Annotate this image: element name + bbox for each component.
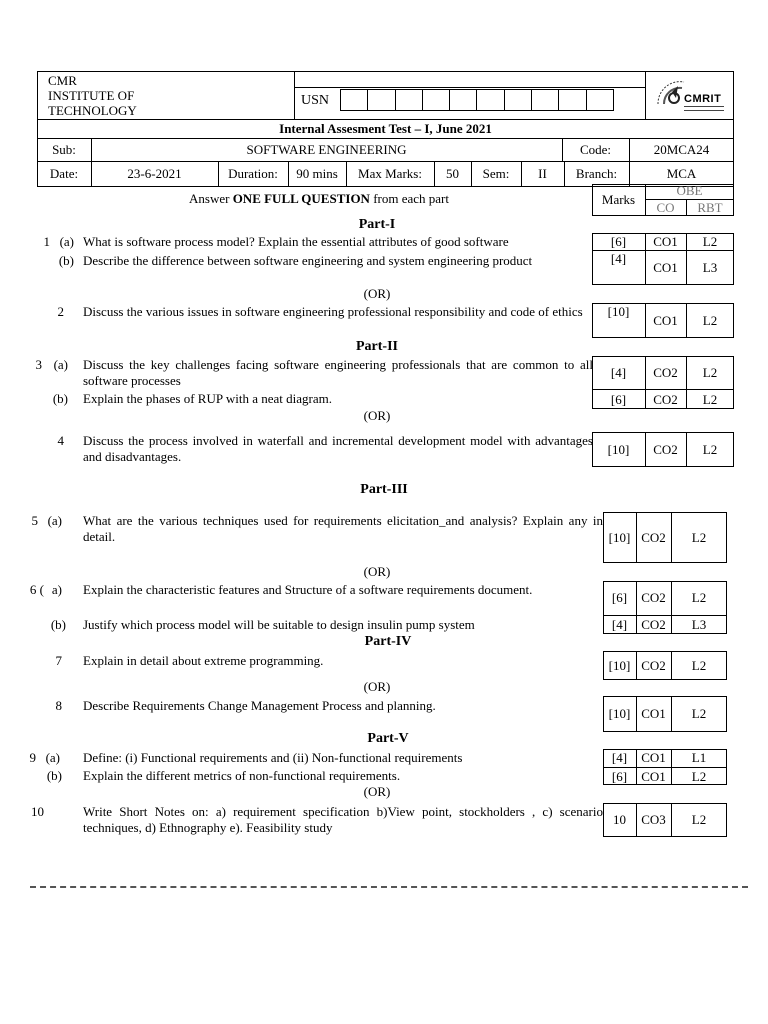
divider xyxy=(645,71,646,119)
co-cell: CO2 xyxy=(641,617,666,632)
sem-label: Sem: xyxy=(482,166,510,181)
co-cell: CO1 xyxy=(653,260,678,275)
logo-underline xyxy=(684,106,724,111)
max-marks-label: Max Marks: xyxy=(358,166,422,181)
marks-cell: [4] xyxy=(610,364,627,380)
question-text: Justify which process model will be suitable to design insulin pump system xyxy=(83,617,475,632)
co-cell: CO1 xyxy=(641,750,666,765)
co-label: CO xyxy=(656,199,675,215)
rbt-cell: L2 xyxy=(702,233,718,249)
usn-label: USN xyxy=(301,93,330,108)
marks-cell: [10] xyxy=(608,657,631,673)
marks-cell: [6] xyxy=(610,233,627,249)
instruction-bold: ONE FULL QUESTION xyxy=(232,191,370,206)
co-cell: CO2 xyxy=(641,590,666,605)
question-text: Describe the difference between software engineering and system engineering product xyxy=(83,253,533,268)
rbt-cell: L1 xyxy=(691,750,707,765)
marks-label: Marks xyxy=(601,192,636,207)
co-cell: CO2 xyxy=(641,657,666,673)
usn-digit-box[interactable] xyxy=(368,90,395,110)
co-cell: CO1 xyxy=(653,233,678,249)
co-cell: CO1 xyxy=(653,312,678,328)
question-sub: (b) xyxy=(58,253,74,268)
date-value: 23-6-2021 xyxy=(127,166,182,181)
part-heading: Part-V xyxy=(367,731,409,746)
instruction-post: from each part xyxy=(369,191,449,206)
co-cell: CO3 xyxy=(641,812,666,827)
marks-cell: [6] xyxy=(610,391,627,407)
usn-digit-box[interactable] xyxy=(341,90,368,110)
question-number: 10 xyxy=(31,804,44,819)
marks-cell: [10] xyxy=(607,303,630,319)
duration-label: Duration: xyxy=(228,166,278,181)
rbt-cell: L2 xyxy=(702,364,718,380)
rbt-cell: L2 xyxy=(691,590,707,605)
instruction-text xyxy=(189,191,449,207)
or-separator: (OR) xyxy=(363,784,391,799)
divider xyxy=(294,87,645,88)
institute-line: INSTITUTE OF xyxy=(48,88,135,103)
or-separator: (OR) xyxy=(363,679,391,694)
question-number: 7 xyxy=(55,653,62,668)
usn-digit-box[interactable] xyxy=(505,90,532,110)
usn-digit-box[interactable] xyxy=(532,90,559,110)
marks-cell: [4] xyxy=(611,750,628,765)
question-number: 8 xyxy=(55,698,62,713)
question-text: Describe Requirements Change Management Process and planning. xyxy=(83,698,436,713)
divider xyxy=(294,71,295,119)
usn-digit-box[interactable] xyxy=(477,90,504,110)
code-label: Code: xyxy=(579,141,612,157)
marks-cell: 10 xyxy=(613,812,626,827)
branch-value: MCA xyxy=(666,166,697,181)
marks-cell: [6] xyxy=(611,768,628,784)
institute-name xyxy=(48,73,137,118)
rbt-cell: L2 xyxy=(702,312,718,328)
question-text: Explain in detail about extreme programming. xyxy=(83,653,324,668)
institute-line: CMR xyxy=(48,73,77,88)
question-sub: (b) xyxy=(46,768,62,783)
marks-cell: [10] xyxy=(607,441,630,457)
rbt-cell: L2 xyxy=(691,706,707,721)
marks-cell: [4] xyxy=(611,617,628,632)
obe-label: OBE xyxy=(676,183,703,198)
question-sub: (b) xyxy=(52,391,68,406)
question-text: Write Short Notes on: a) requirement specification b)View point, stockholders , c) scenario techniques, d) Ethnography e). Feasibility study xyxy=(83,804,603,835)
usn-digit-box[interactable] xyxy=(559,90,586,110)
question-number: 5 xyxy=(31,513,38,528)
question-text: What is software process model? Explain the essential attributes of good software xyxy=(83,234,509,249)
or-separator: (OR) xyxy=(363,408,391,423)
co-cell: CO1 xyxy=(641,706,666,721)
sem-value: II xyxy=(538,166,547,181)
usn-boxes[interactable] xyxy=(340,89,614,111)
question-sub: (a) xyxy=(45,750,60,765)
part-heading: Part-IV xyxy=(364,634,412,649)
question-sub: (a) xyxy=(47,513,62,528)
question-number: 1 xyxy=(43,234,50,249)
marks-cell: [10] xyxy=(608,529,631,545)
question-text: Discuss the process involved in waterfall and incremental development model with advantages and disadvantages. xyxy=(83,433,593,464)
question-sub: a) xyxy=(51,582,62,597)
question-text: Discuss the key challenges facing software engineering professionals that are common to all software processes xyxy=(83,357,593,388)
usn-digit-box[interactable] xyxy=(396,90,423,110)
subject-name: SOFTWARE ENGINEERING xyxy=(246,141,407,157)
subject-code: 20MCA24 xyxy=(653,141,710,157)
question-number: 6 ( xyxy=(29,582,44,597)
part-heading: Part-III xyxy=(360,482,408,497)
rbt-cell: L2 xyxy=(702,391,718,407)
co-cell: CO1 xyxy=(641,768,666,784)
date-label: Date: xyxy=(49,166,79,181)
rbt-cell: L3 xyxy=(702,260,718,275)
question-sub: (b) xyxy=(50,617,66,632)
usn-digit-box[interactable] xyxy=(587,90,613,110)
question-text: Define: (i) Functional requirements and (ii) Non-functional requirements xyxy=(83,750,463,765)
co-cell: CO2 xyxy=(653,364,678,380)
rbt-cell: L3 xyxy=(691,617,707,632)
usn-digit-box[interactable] xyxy=(423,90,450,110)
branch-label: Branch: xyxy=(575,166,618,181)
part-heading: Part-I xyxy=(358,217,396,232)
or-separator: (OR) xyxy=(363,286,391,301)
question-text: Explain the phases of RUP with a neat diagram. xyxy=(83,391,332,406)
question-number: 3 xyxy=(35,357,42,372)
question-text: Explain the characteristic features and Structure of a software requirements document. xyxy=(83,582,533,597)
co-cell: CO2 xyxy=(653,391,678,407)
marks-cell: [6] xyxy=(611,590,628,605)
cut-line xyxy=(30,886,748,888)
co-cell: CO2 xyxy=(641,529,666,545)
co-cell: CO2 xyxy=(653,441,678,457)
marks-cell: [10] xyxy=(608,706,631,721)
duration-value: 90 mins xyxy=(296,166,338,181)
question-text: Explain the different metrics of non-functional requirements. xyxy=(83,768,401,783)
max-marks-value: 50 xyxy=(446,166,459,181)
sub-label: Sub: xyxy=(52,141,76,157)
cmrit-logo xyxy=(650,74,730,116)
usn-digit-box[interactable] xyxy=(450,90,477,110)
rbt-cell: L2 xyxy=(691,768,707,784)
marks-cell: [4] xyxy=(610,251,627,266)
question-number: 4 xyxy=(57,433,64,448)
part-heading: Part-II xyxy=(356,339,398,354)
rbt-cell: L2 xyxy=(691,812,707,827)
question-sub: (a) xyxy=(59,234,74,249)
question-number: 9 xyxy=(29,750,36,765)
instruction-pre: Answer xyxy=(189,191,233,206)
question-text: Discuss the various issues in software engineering professional responsibility and code of ethics xyxy=(83,304,583,319)
institute-line: TECHNOLOGY xyxy=(48,103,137,118)
rbt-cell: L2 xyxy=(691,529,707,545)
test-title: Internal Assesment Test – I, June 2021 xyxy=(279,121,492,136)
question-sub: (a) xyxy=(53,357,68,372)
or-separator: (OR) xyxy=(363,564,391,579)
logo-text: CMRIT xyxy=(684,93,722,105)
question-number: 2 xyxy=(57,304,64,319)
rbt-cell: L2 xyxy=(702,441,718,457)
rbt-cell: L2 xyxy=(691,657,707,673)
divider xyxy=(37,119,734,120)
question-text: What are the various techniques used for requirements elicitation_and analysis? Explain any in detail. xyxy=(83,513,603,544)
rbt-label: RBT xyxy=(697,199,723,215)
